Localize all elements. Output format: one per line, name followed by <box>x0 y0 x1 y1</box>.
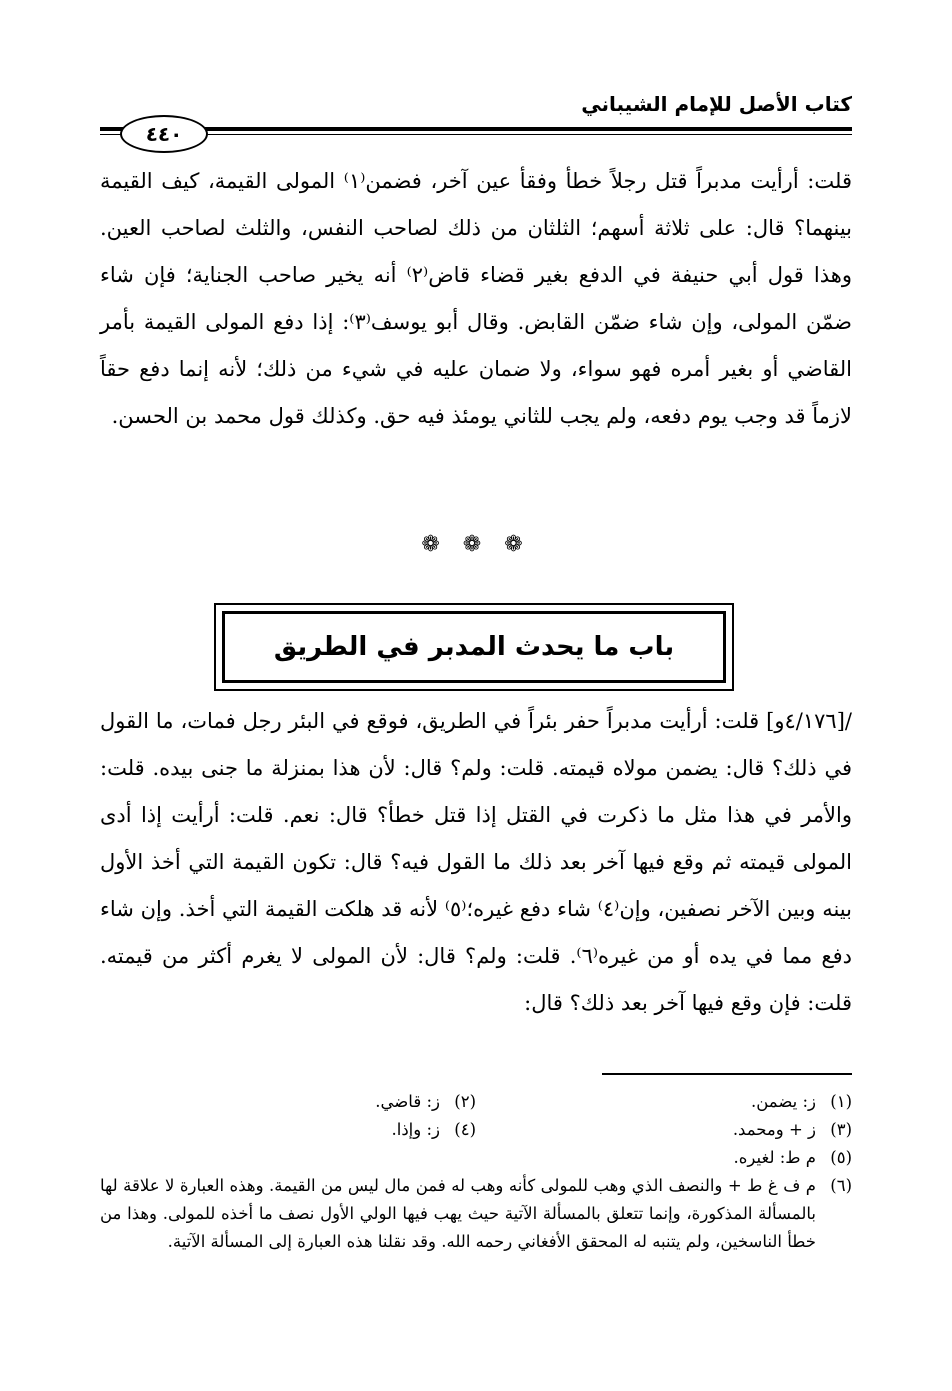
chapter-heading-frame <box>214 603 734 691</box>
footnote-number: (١) <box>830 1092 852 1111</box>
page-number: ٤٤٠ <box>120 115 208 153</box>
footnote-1 <box>476 1088 852 1116</box>
footnote-2 <box>100 1088 476 1116</box>
paragraph-2: /[٤/١٧٦و] قلت: أرأيت مدبراً حفر بئراً في الطريق، فوقع في البئر رجل فمات، ما القول في ذلك؟ قال: يضمن مولاه قيمته. قلت: ولم؟ قال: لأن هذا بمنزلة ما جنى بيده. قلت: والأمر في هذا مثل ما ذكرت في القتل إذا قتل خطأ؟ قال: نعم. قلت: أرأيت إذا أدى المولى قيمته ثم وقع فيها آخر بعد ذلك ما القول فيه؟ قال: تكون القيمة التي أخذ الأول بينه وبين الآخر نصفين، وإن⁽٤⁾ شاء دفع غيره؛⁽٥⁾ لأنه قد هلكت القيمة التي أخذ. وإن شاء دفع مما في يده أو من غيره⁽٦⁾. قلت: ولم؟ قال: لأن المولى لا يغرم أكثر من قيمته. قلت: فإن وقع فيها آخر بعد ذلك؟ قال: <box>100 709 852 1015</box>
footnote-text: ز: يضمن. <box>750 1092 816 1111</box>
chapter-title: باب ما يحدث المدبر في الطريق <box>273 632 675 662</box>
footnote-row <box>100 1116 852 1144</box>
chapter-heading-inner-frame <box>222 611 726 683</box>
footnote-3 <box>476 1116 852 1144</box>
footnote-number: (٤) <box>454 1120 476 1139</box>
footnote-text: ز + ومحمد. <box>732 1120 816 1139</box>
footnote-text: م ف غ ط + والنصف الذي وهب للمولى كأنه وهب له فمن مال ليس من القيمة. وهذه العبارة لا علاقة لها بالمسألة المذكورة، وإنما تتعلق بالمسألة الآتية حيث يهب فيها الولي الأول نصف ما أخذه للمولى. وهذا من خطأ الناسخين، ولم يتنبه له المحقق الأفغاني رحمه الله. وقد نقلنا هذه العبارة إلى المسألة الآتية. <box>100 1176 816 1251</box>
footnote-6 <box>100 1172 852 1256</box>
footnotes <box>100 1088 852 1256</box>
footnote-text: م ط: لغيره. <box>733 1148 816 1167</box>
header-rule-thin <box>100 134 852 135</box>
footnote-number: (٦) <box>830 1176 852 1195</box>
footnote-4 <box>100 1116 476 1144</box>
footnote-number: (٢) <box>454 1092 476 1111</box>
footnote-separator <box>602 1073 852 1075</box>
footnote-number: (٥) <box>830 1148 852 1167</box>
running-title: كتاب الأصل للإمام الشيباني <box>581 92 852 116</box>
footnote-text: ز: قاضي. <box>375 1092 440 1111</box>
footnote-row <box>100 1088 852 1116</box>
paragraph-1: قلت: أرأيت مدبراً قتل رجلاً خطأ وفقأ عين آخر، فضمن⁽١⁾ المولى القيمة، كيف القيمة بينهما؟ قال: على ثلاثة أسهم؛ الثلثان من ذلك لصاحب النفس، والثلث لصاحب العين. وهذا قول أبي حنيفة في الدفع بغير قضاء قاض⁽٢⁾ أنه يخير صاحب الجناية؛ فإن شاء ضمّن المولى، وإن شاء ضمّن القابض. وقال أبو يوسف⁽٣⁾: إذا دفع المولى القيمة بأمر القاضي أو بغير أمره فهو سواء، ولا ضمان عليه في شيء من ذلك؛ لأنه إنما دفع حقاً لازماً قد وجب يوم دفعه، ولم يجب للثاني يومئذ فيه حق. وكذلك قول محمد بن الحسن. <box>100 169 852 428</box>
section-separator: ❁ ❁ ❁ <box>421 532 531 557</box>
footnote-number: (٣) <box>830 1120 852 1139</box>
header-rule <box>100 127 852 131</box>
footnote-text: ز: وإذا. <box>391 1120 440 1139</box>
footnote-5 <box>100 1144 852 1172</box>
